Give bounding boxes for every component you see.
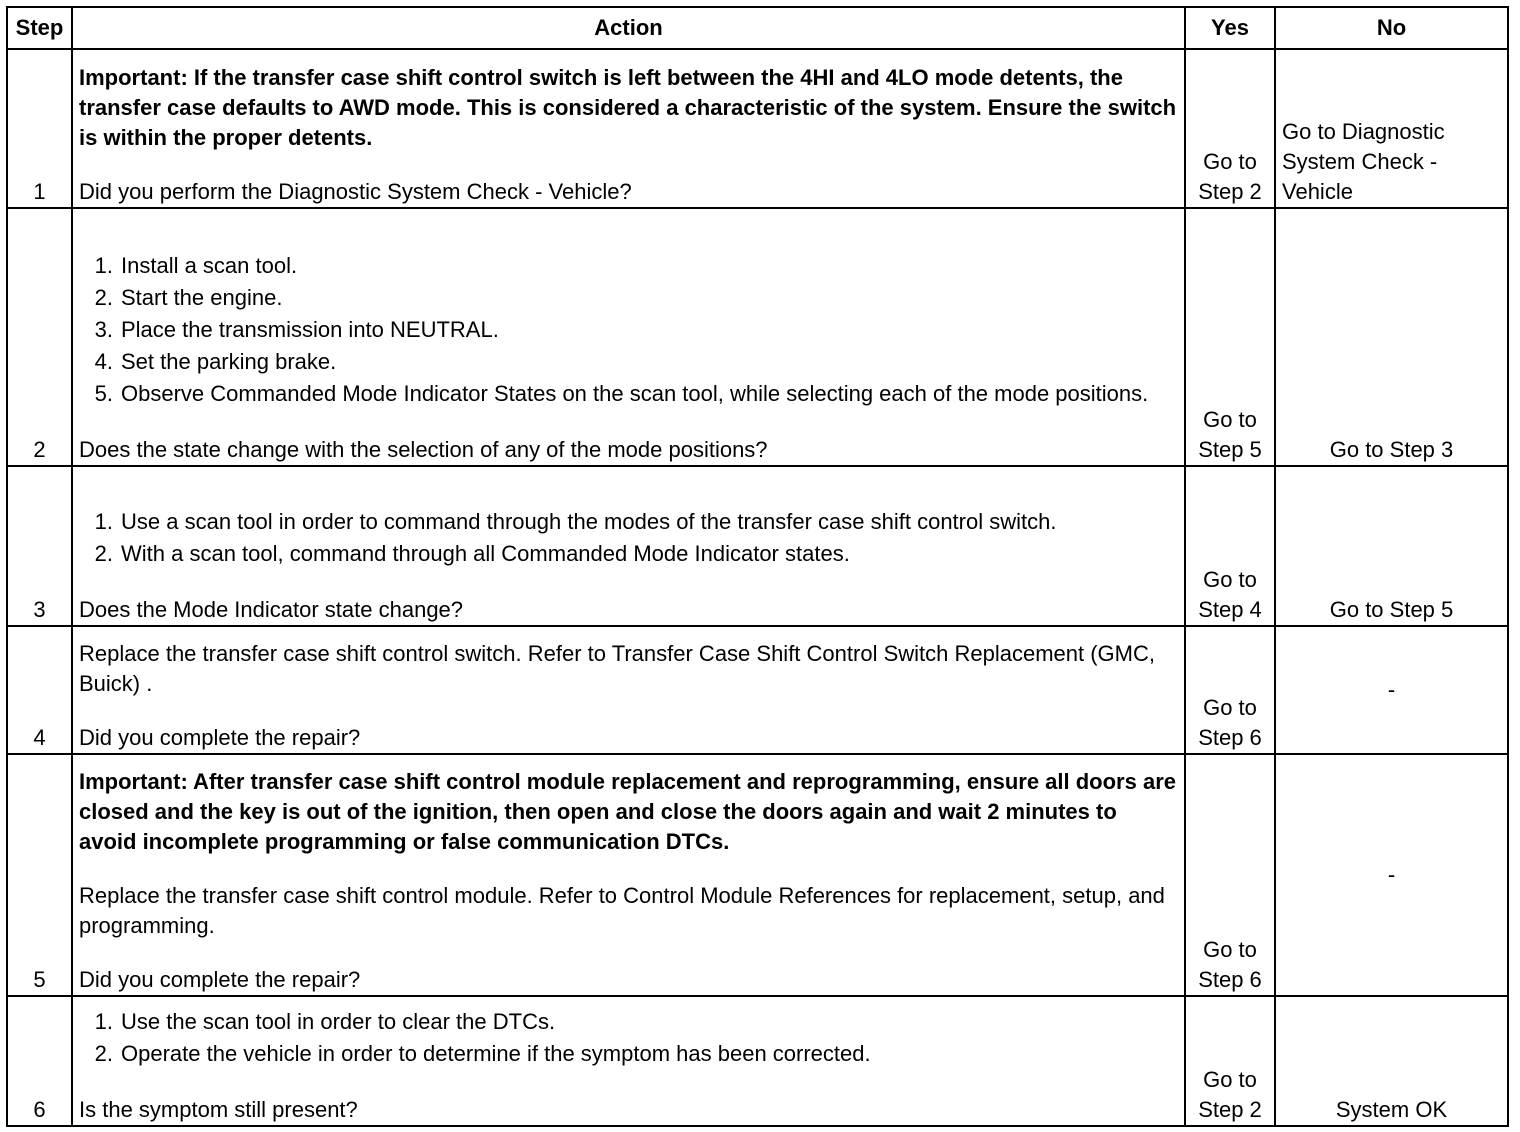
list-item: 1. Use a scan tool in order to command through the modes of the transfer case shift control switch.	[94, 509, 1057, 534]
question: Does the state change with the selection of any of the mode positions?	[79, 437, 768, 462]
no-cell: Go to Step 5	[1275, 466, 1508, 626]
step-number: 2	[7, 208, 72, 466]
header-no: No	[1275, 7, 1508, 49]
table-row	[7, 466, 1508, 626]
procedure-list	[79, 507, 1178, 569]
question: Did you complete the repair?	[79, 967, 361, 992]
important-note: Important: After transfer case shift control module replacement and reprogramming, ensure all doors are closed and the key is out of the ignition, then open and close the doors again and wait 2 minutes to avoid incomplete programming or false communication DTCs.	[79, 769, 1176, 854]
list-item: 2. Operate the vehicle in order to determine if the symptom has been corrected.	[94, 1041, 871, 1066]
list-item: 2. Start the engine.	[94, 285, 283, 310]
instruction: Replace the transfer case shift control module. Refer to Control Module References for replacement, setup, and programming.	[79, 883, 1165, 938]
list-item: 5. Observe Commanded Mode Indicator States on the scan tool, while selecting each of the mode positions.	[94, 381, 1149, 406]
table-row	[7, 49, 1508, 208]
yes-cell: Go to Step 5	[1185, 208, 1275, 466]
yes-cell: Go to Step 2	[1185, 996, 1275, 1126]
table-row	[7, 626, 1508, 754]
action-cell	[72, 754, 1185, 996]
list-item: 3. Place the transmission into NEUTRAL.	[94, 317, 499, 342]
action-cell	[72, 466, 1185, 626]
header-step: Step	[7, 7, 72, 49]
step-number: 6	[7, 996, 72, 1126]
procedure-list	[79, 251, 1178, 409]
no-cell: Go to Diagnostic System Check - Vehicle	[1275, 49, 1508, 208]
header-action: Action	[72, 7, 1185, 49]
action-cell	[72, 626, 1185, 754]
no-cell: -	[1275, 626, 1508, 754]
yes-cell: Go to Step 4	[1185, 466, 1275, 626]
question: Does the Mode Indicator state change?	[79, 597, 464, 622]
question: Did you perform the Diagnostic System Check - Vehicle?	[79, 179, 632, 204]
action-cell	[72, 208, 1185, 466]
list-item: 1. Use the scan tool in order to clear the DTCs.	[94, 1009, 556, 1034]
yes-cell: Go to Step 6	[1185, 754, 1275, 996]
no-cell: Go to Step 3	[1275, 208, 1508, 466]
procedure-list	[79, 1007, 1178, 1069]
header-yes: Yes	[1185, 7, 1275, 49]
action-cell	[72, 49, 1185, 208]
yes-cell: Go to Step 6	[1185, 626, 1275, 754]
question: Did you complete the repair?	[79, 725, 361, 750]
important-note: Important: If the transfer case shift control switch is left between the 4HI and 4LO mode detents, the transfer case defaults to AWD mode. This is considered a characteristic of the system. Ensure the switch is within the proper detents.	[79, 65, 1177, 150]
table-row	[7, 754, 1508, 996]
instruction: Replace the transfer case shift control switch. Refer to Transfer Case Shift Control Switch Replacement (GMC, Buick) .	[79, 641, 1155, 696]
diagnostic-table	[6, 6, 1509, 1127]
yes-cell: Go to Step 2	[1185, 49, 1275, 208]
step-number: 1	[7, 49, 72, 208]
table-row	[7, 208, 1508, 466]
question: Is the symptom still present?	[79, 1097, 358, 1122]
header-row	[7, 7, 1508, 49]
no-cell: -	[1275, 754, 1508, 996]
list-item: 2. With a scan tool, command through all Commanded Mode Indicator states.	[94, 541, 850, 566]
action-cell	[72, 996, 1185, 1126]
step-number: 4	[7, 626, 72, 754]
step-number: 5	[7, 754, 72, 996]
step-number: 3	[7, 466, 72, 626]
list-item: 1. Install a scan tool.	[94, 253, 298, 278]
no-cell: System OK	[1275, 996, 1508, 1126]
table-row	[7, 996, 1508, 1126]
list-item: 4. Set the parking brake.	[94, 349, 337, 374]
